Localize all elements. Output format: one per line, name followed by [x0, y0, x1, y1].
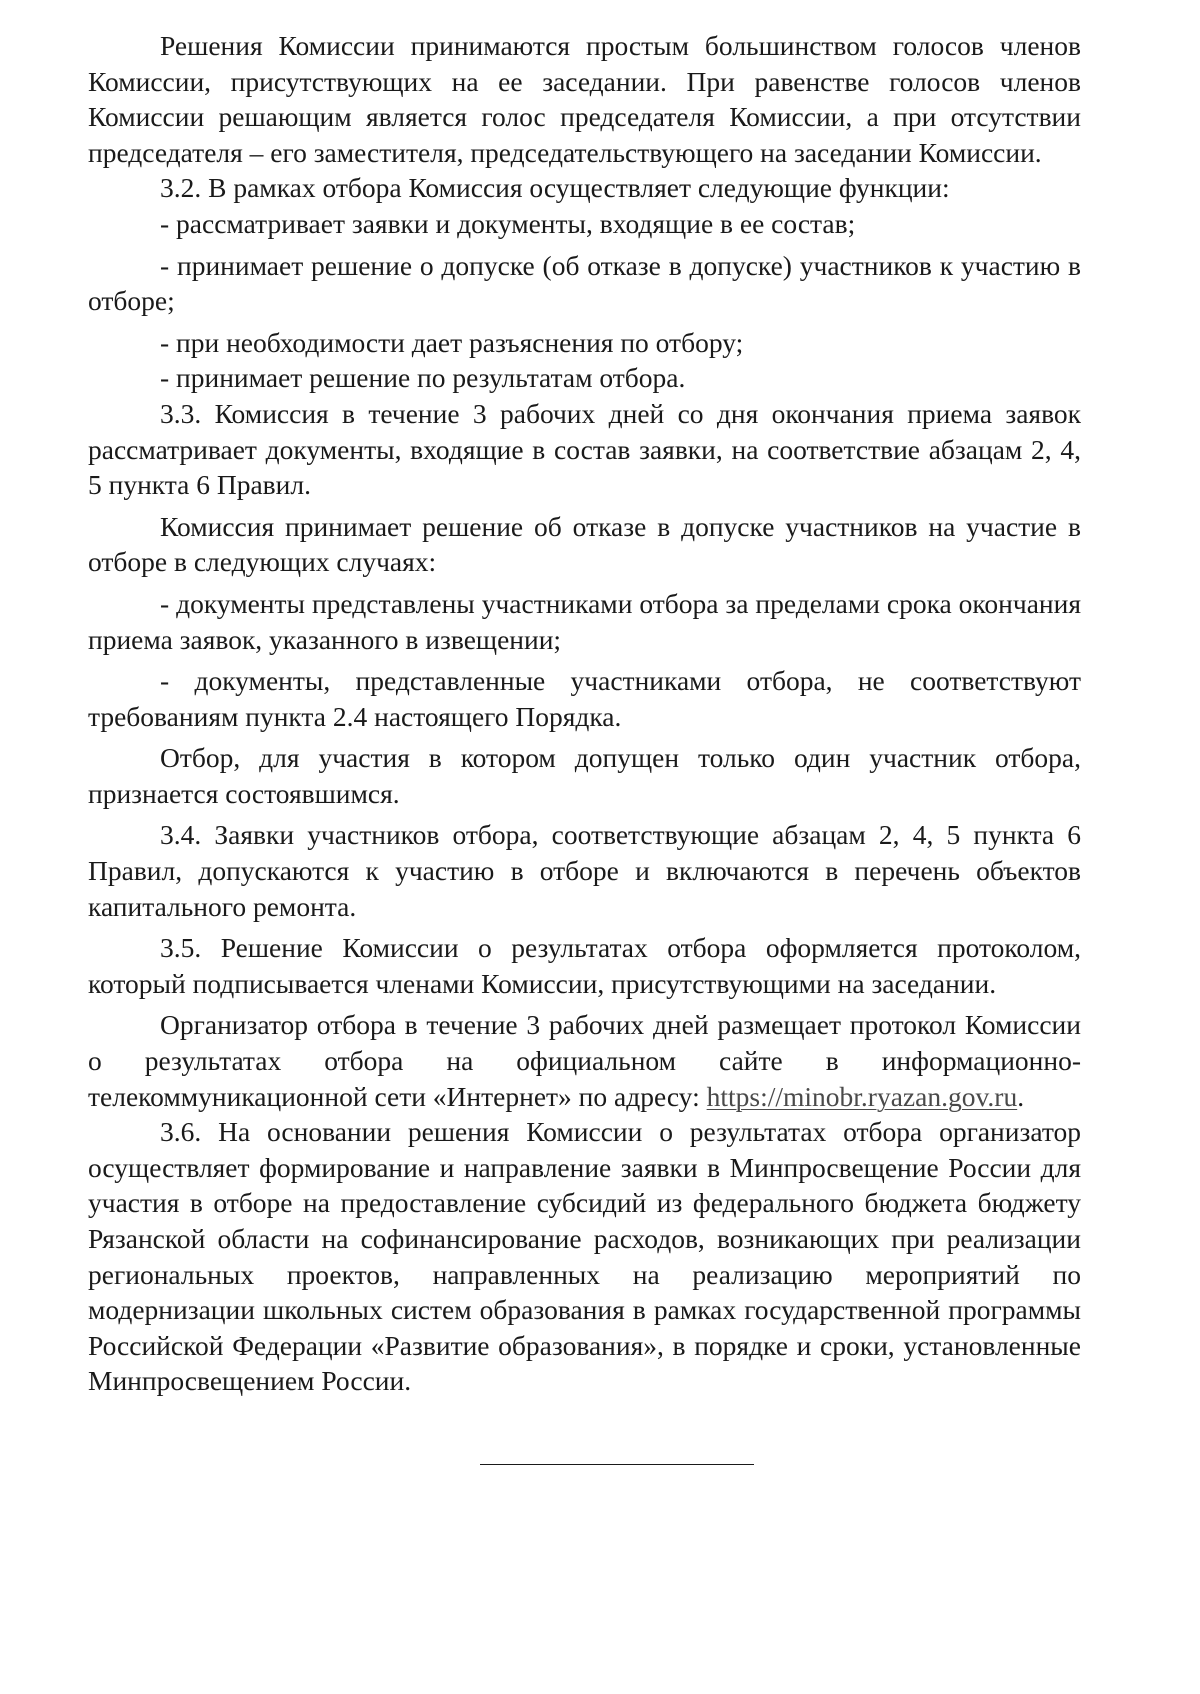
- paragraph-3-4: 3.4. Заявки участников отбора, соответствующие абзацам 2, 4, 5 пункта 6 Правил, допускаются к участию в отборе и включаются в перечень объектов капитального ремонта.: [88, 819, 1081, 922]
- paragraph-commission-decisions: Решения Комиссии принимаются простым большинством голосов членов Комиссии, присутствующих на ее заседании. При равенстве голосов членов Комиссии решающим является голос председателя Комиссии, а при отсутствии председателя – его заместителя, председательствующего на заседании Комиссии.: [88, 30, 1081, 168]
- paragraph-single-participant: Отбор, для участия в котором допущен только один участник отбора, признается состоявшимся.: [88, 742, 1081, 809]
- list-item-clarifications: - при необходимости дает разъяснения по отбору;: [160, 326, 744, 358]
- list-item-noncompliant-documents: - документы, представленные участниками отбора, не соответствуют требованиям пункта 2.4 настоящего Порядка.: [88, 665, 1081, 732]
- list-item-admission-decision: - принимает решение о допуске (об отказе в допуске) участников к участию в отборе;: [88, 249, 1081, 317]
- paragraph-3-6: 3.6. На основании решения Комиссии о результатах отбора организатор осуществляет формирование и направление заявки в Минпросвещение России для участия в отборе на предоставление субсидий из федерального бюджета бюджету Рязанской области на софинансирование расходов, возникающих при реализации региональных проектов, направленных на реализацию мероприятий по модернизации школьных систем образования в рамках государственной программы Российской Федерации «Развитие образования», в порядке и сроки, установленные Минпросвещением России.: [88, 1116, 1081, 1397]
- list-item-review-applications: - рассматривает заявки и документы, входящие в ее состав;: [160, 207, 856, 239]
- paragraph-refusal-cases: Комиссия принимает решение об отказе в допуске участников на участие в отборе в следующих случаях:: [88, 510, 1081, 578]
- paragraph-3-2: 3.2. В рамках отбора Комиссия осуществляет следующие функции:: [160, 172, 950, 204]
- ministry-website-link[interactable]: https://minobr.ryazan.gov.ru: [706, 1080, 1018, 1112]
- list-item-results-decision: - принимает решение по результатам отбора.: [160, 362, 686, 394]
- paragraph-3-5: 3.5. Решение Комиссии о результатах отбора оформляется протоколом, который подписывается членами Комиссии, присутствующими на заседании.: [88, 932, 1081, 999]
- paragraph-3-3: 3.3. Комиссия в течение 3 рабочих дней со дня окончания приема заявок рассматривает документы, входящие в состав заявки, на соответствие абзацам 2, 4, 5 пункта 6 Правил.: [88, 397, 1081, 501]
- paragraph-organizer-publication: [88, 1007, 1081, 1114]
- organizer-end: .: [1017, 1080, 1025, 1112]
- organizer-text: Организатор отбора в течение 3 рабочих дней размещает протокол Комиссии о результатах отбора на официальном сайте в информационно-телекоммуникационной сети «Интернет» по адресу:: [88, 1009, 1081, 1112]
- list-item-late-documents: - документы представлены участниками отбора за пределами срока окончания приема заявок, указанного в извещении;: [88, 587, 1081, 655]
- document-body: [88, 28, 1081, 1399]
- document-end-rule: [480, 1464, 754, 1465]
